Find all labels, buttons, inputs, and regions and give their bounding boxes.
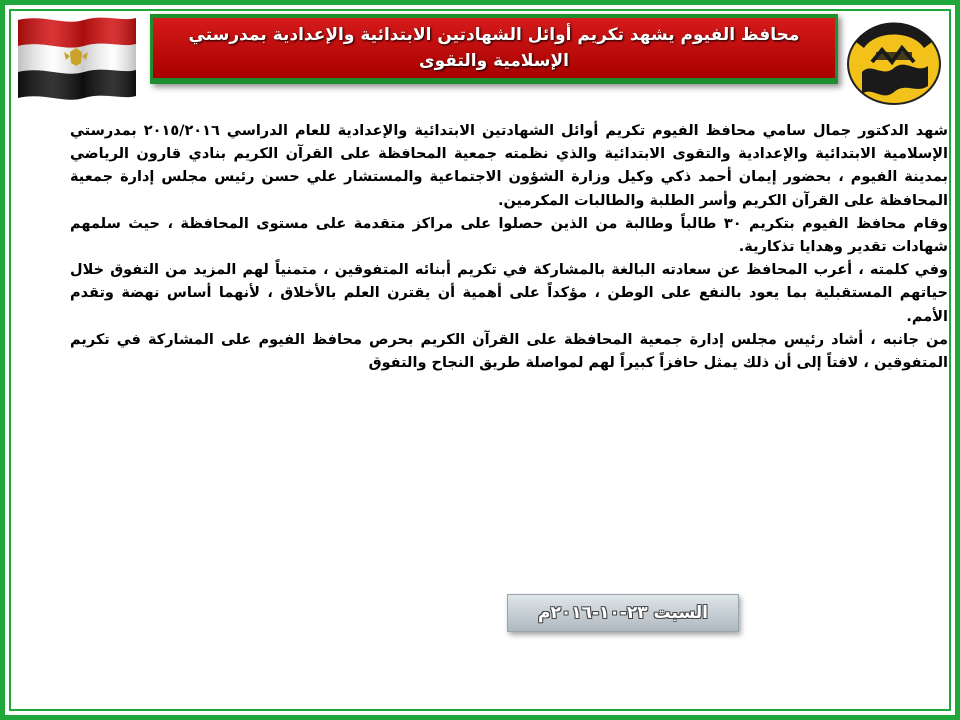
page-title: محافظ الفيوم يشهد تكريم أوائل الشهادتين الابتدائية والإعدادية بمدرستي الإسلامية والتقوى <box>188 25 800 71</box>
article-paragraph-2: وقام محافظ الفيوم بتكريم ٣٠ طالباً وطالبة من الذين حصلوا على مراكز متقدمة على مستوى المحافظة ، حيث سلمهم شهادات تقدير وهدايا تذكارية. <box>70 215 948 256</box>
article-paragraph-3: وفي كلمته ، أعرب المحافظ عن سعادته البالغة بالمشاركة في تكريم أبنائه المتفوقين ، متمنياً لهم المزيد من التفوق خلال حياتهم المستقبلية بما يعود بالنفع على الوطن ، مؤكداً على أهمية أن يقترن العلم بالأخلاق ، لأنهما أساس نهضة وتقدم الأمم. <box>70 262 948 325</box>
article-paragraph-4: من جانبه ، أشاد رئيس مجلس إدارة جمعية المحافظة على القرآن الكريم بحرص محافظ الفيوم على المشاركة في تكريم المتفوقين ، لافتاً إلى أن ذلك يمثل حافزاً كبيراً لهم لمواصلة طريق النجاح والتفوق <box>70 331 948 372</box>
egypt-flag-icon <box>14 14 140 104</box>
title-banner <box>150 14 838 84</box>
date-badge <box>507 594 739 632</box>
article-body <box>70 120 948 375</box>
fayoum-governorate-logo-icon <box>842 12 946 110</box>
article-date: السبت ٢٣-١٠-٢٠١٦م <box>537 603 708 623</box>
article-paragraph-1: شهد الدكتور جمال سامي محافظ الفيوم تكريم أوائل الشهادتين الابتدائية والإعدادية للعام الدراسي ٢٠١٥/٢٠١٦ بمدرستي الإسلامية الابتدائية والإعدادية والتقوى الابتدائية والذي نظمته جمعية المحافظة على القرآن الكريم بنادي قارون الرياضي بمدينة الفيوم ، بحضور إيمان أحمد ذكي وكيل وزارة الشؤون الاجتماعية والمستشار علي حسن رئيس مجلس إدارة جمعية المحافظة على القرآن الكريم وأسر الطلبة والطالبات المكرمين. <box>70 123 948 209</box>
